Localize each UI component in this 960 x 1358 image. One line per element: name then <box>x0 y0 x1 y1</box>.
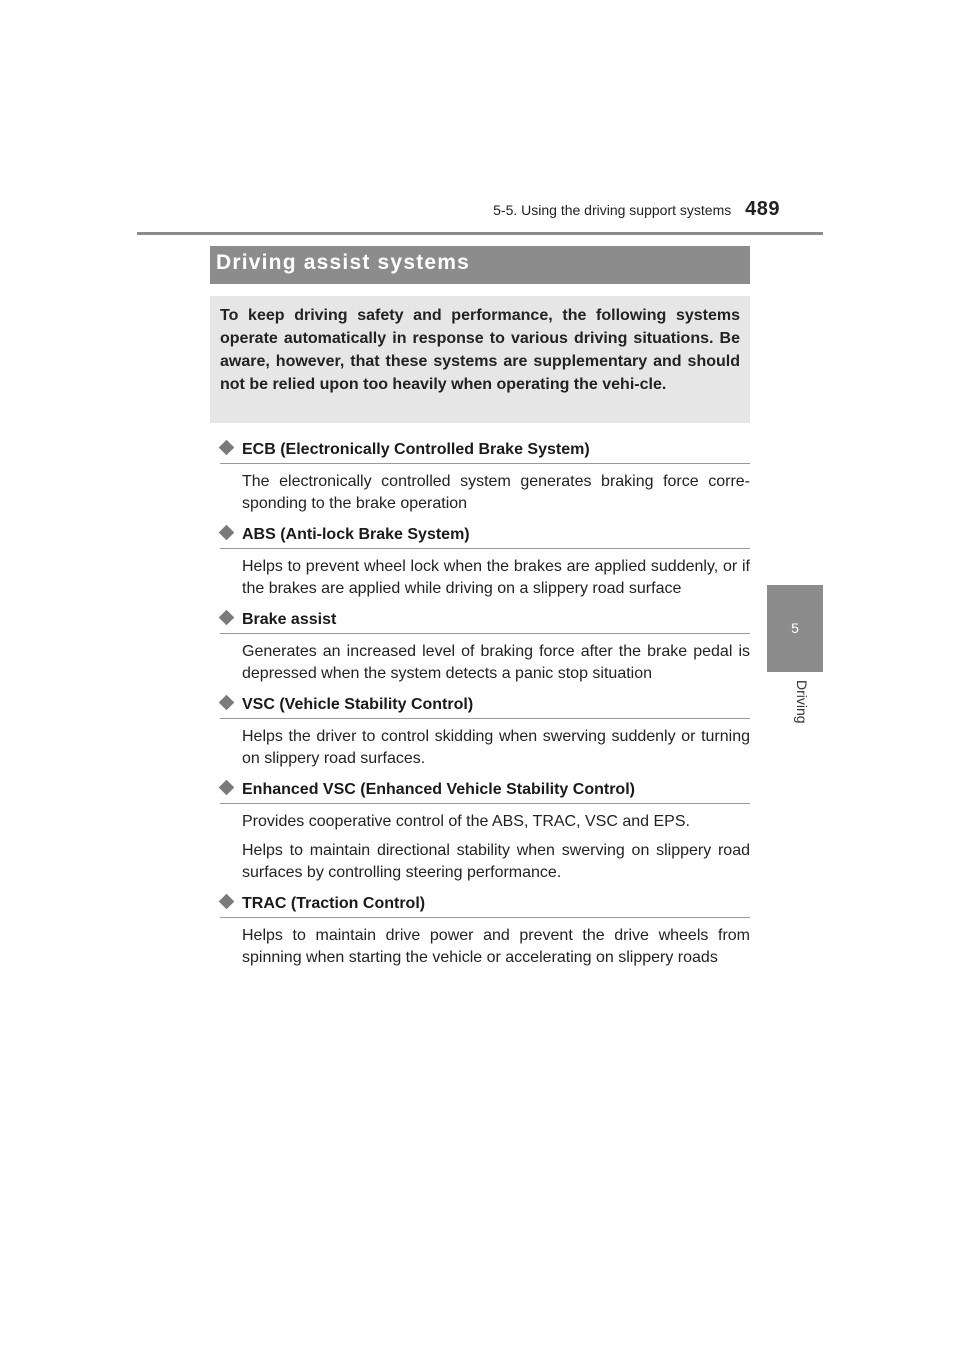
header-rule <box>137 232 823 235</box>
intro-text: To keep driving safety and performance, the following systems operate automatically in response to various driving situations. Be aware, however, that these systems are supplementary and should not be relied upon too heavily when operating the vehi-cle. <box>220 307 740 393</box>
item-heading <box>220 525 750 549</box>
item-description: Helps the driver to control skidding when swerving suddenly or turning on slippery road surfaces. <box>242 728 750 767</box>
list-item <box>220 610 750 685</box>
item-heading <box>220 440 750 464</box>
diamond-bullet-icon <box>219 440 235 456</box>
running-header <box>0 198 780 221</box>
diamond-bullet-icon <box>219 610 235 626</box>
item-heading-text: TRAC (Traction Control) <box>242 895 426 912</box>
chapter-tab <box>767 585 823 672</box>
item-heading-text: ECB (Electronically Controlled Brake System) <box>242 441 590 458</box>
diamond-bullet-icon <box>219 780 235 796</box>
item-heading-text: Enhanced VSC (Enhanced Vehicle Stability Control) <box>242 781 635 798</box>
list-item <box>220 440 750 515</box>
page-title-bar <box>210 246 750 284</box>
item-description: Provides cooperative control of the ABS, TRAC, VSC and EPS. <box>242 813 690 830</box>
systems-list <box>220 440 750 979</box>
item-heading <box>220 695 750 719</box>
item-description: The electronically controlled system generates braking force corre-sponding to the brake operation <box>242 473 750 512</box>
list-item <box>220 525 750 600</box>
item-heading-text: VSC (Vehicle Stability Control) <box>242 696 474 713</box>
list-item <box>220 780 750 884</box>
item-heading-text: ABS (Anti-lock Brake System) <box>242 526 470 543</box>
diamond-bullet-icon <box>219 525 235 541</box>
list-item <box>220 695 750 770</box>
page-title: Driving assist systems <box>216 251 471 274</box>
item-heading <box>220 610 750 634</box>
item-description: Generates an increased level of braking force after the brake pedal is depressed when the system detects a panic stop situation <box>242 643 750 682</box>
diamond-bullet-icon <box>219 894 235 910</box>
item-description: Helps to prevent wheel lock when the brakes are applied suddenly, or if the brakes are applied while driving on a slippery road surface <box>242 558 750 597</box>
item-heading-text: Brake assist <box>242 611 337 628</box>
list-item <box>220 894 750 969</box>
item-description: Helps to maintain drive power and prevent the drive wheels from spinning when starting the vehicle or accelerating on slippery roads <box>242 927 750 966</box>
item-heading <box>220 780 750 804</box>
chapter-label: Driving <box>794 680 810 724</box>
section-title: 5-5. Using the driving support systems <box>493 202 732 218</box>
item-heading <box>220 894 750 918</box>
item-description-extra: Helps to maintain directional stability when swerving on slippery road surfaces by controlling steering performance. <box>242 842 750 881</box>
diamond-bullet-icon <box>219 695 235 711</box>
chapter-number: 5 <box>791 620 799 636</box>
intro-box <box>210 296 750 423</box>
page-number: 489 <box>745 198 780 220</box>
